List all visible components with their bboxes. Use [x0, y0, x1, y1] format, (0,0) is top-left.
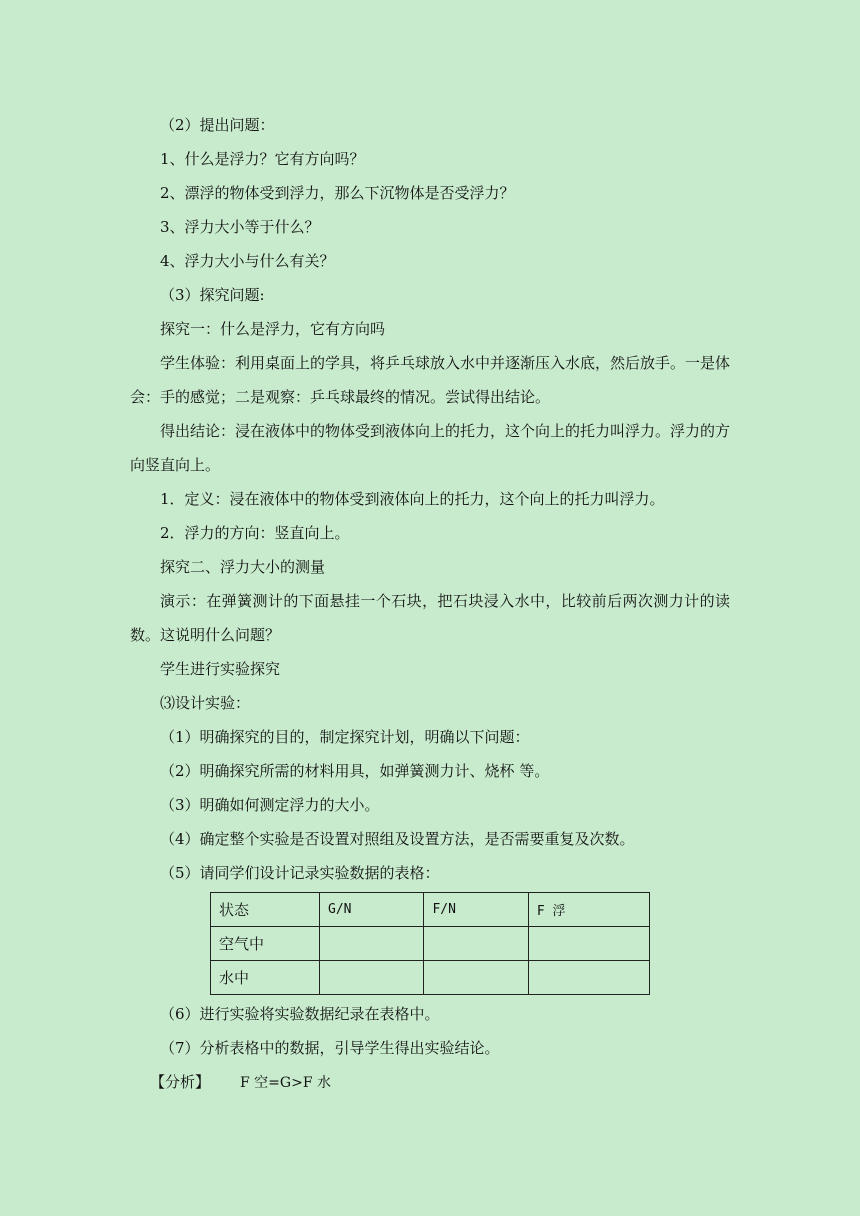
demonstration-paragraph: 演示：在弹簧测计的下面悬挂一个石块，把石块浸入水中，比较前后两次测力计的读数。这说明什么问题？: [130, 592, 730, 644]
student-experiment-line: 学生进行实验探究: [160, 660, 281, 678]
table-cell: [528, 927, 649, 961]
step-7: （7）分析表格中的数据，引导学生得出实验结论。: [160, 1039, 500, 1057]
table-cell: [424, 961, 528, 995]
analysis-label: 【分析】: [150, 1073, 211, 1091]
step-3: （3）明确如何测定浮力的大小。: [160, 796, 380, 814]
section-heading-raise-questions: （2）提出问题：: [160, 116, 275, 134]
table-cell: [528, 961, 649, 995]
question-2: 2、漂浮的物体受到浮力，那么下沉物体是否受浮力？: [160, 184, 515, 202]
design-experiment-heading: ⑶设计实验：: [160, 694, 251, 712]
direction-line: 2．浮力的方向：竖直向上。: [160, 524, 350, 542]
table-header-row: [211, 893, 650, 927]
question-3: 3、浮力大小等于什么？: [160, 218, 320, 236]
table-cell: 空气中: [211, 927, 320, 961]
table-cell: [320, 927, 424, 961]
question-1: 1、什么是浮力？它有方向吗？: [160, 150, 365, 168]
table-header-cell: G/N: [320, 893, 424, 927]
explore-two-title: 探究二、浮力大小的测量: [160, 558, 326, 576]
table-header-cell: F 浮: [528, 893, 649, 927]
table-header-cell: F/N: [424, 893, 528, 927]
definition-line: 1．定义：浸在液体中的物体受到液体向上的托力，这个向上的托力叫浮力。: [160, 490, 665, 508]
step-1: （1）明确探究的目的，制定探究计划，明确以下问题：: [160, 728, 530, 746]
question-4: 4、浮力大小与什么有关？: [160, 252, 335, 270]
step-2: （2）明确探究所需的材料用具，如弹簧测力计、烧杯 等。: [160, 762, 550, 780]
explore-one-title: 探究一：什么是浮力，它有方向吗: [160, 320, 386, 338]
table-cell: [320, 961, 424, 995]
section-heading-explore: （3）探究问题:: [160, 286, 265, 304]
document-page: [130, 108, 730, 1099]
conclusion-paragraph: 得出结论：浸在液体中的物体受到液体向上的托力，这个向上的托力叫浮力。浮力的方向竖直向上。: [130, 422, 731, 474]
table-cell: 水中: [211, 961, 320, 995]
table-header-cell: 状态: [211, 893, 320, 927]
step-6: （6）进行实验将实验数据纪录在表格中。: [160, 1005, 440, 1023]
step-5: （5）请同学们设计记录实验数据的表格：: [160, 864, 440, 882]
data-table: [210, 892, 650, 995]
student-experience-paragraph: 学生体验：利用桌面上的学具，将乒乓球放入水中并逐渐压入水底，然后放手。一是体会：手的感觉；二是观察：乒乓球最终的情况。尝试得出结论。: [130, 354, 731, 406]
step-4: （4）确定整个实验是否设置对照组及设置方法，是否需要重复及次数。: [160, 830, 635, 848]
table-row: [211, 961, 650, 995]
table-row: [211, 927, 650, 961]
table-cell: [424, 927, 528, 961]
analysis-value: F 空=G>F 水: [240, 1075, 331, 1091]
analysis-line: [130, 1065, 730, 1099]
